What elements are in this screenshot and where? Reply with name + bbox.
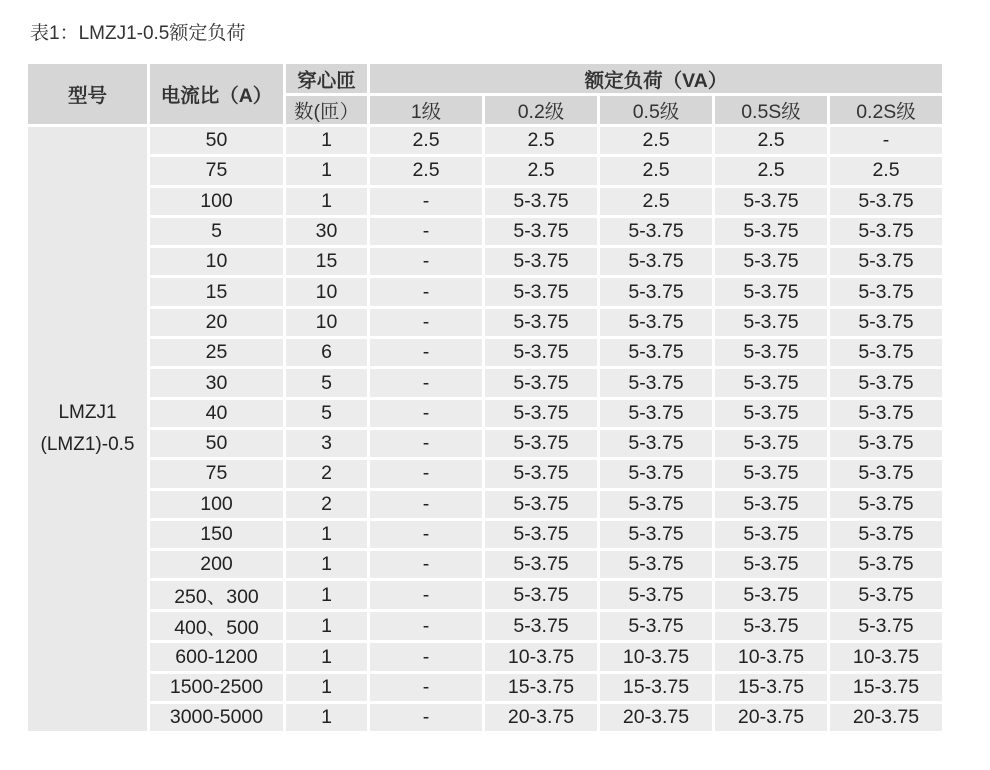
cell-class-0-2: 5-3.75 — [485, 218, 600, 248]
cell-class-0-2: 5-3.75 — [485, 491, 600, 521]
cell-class-0-5s: 5-3.75 — [715, 400, 830, 430]
cell-turns: 3 — [286, 430, 370, 460]
cell-turns: 1 — [286, 704, 370, 734]
cell-class-0-2s: 5-3.75 — [830, 430, 942, 460]
cell-current-ratio: 75 — [150, 460, 286, 490]
table-row — [28, 521, 942, 551]
cell-class-0-5s: 10-3.75 — [715, 643, 830, 673]
table-row — [28, 612, 942, 643]
cell-class-1: - — [370, 491, 485, 521]
cell-class-0-5: 5-3.75 — [600, 278, 715, 308]
cell-class-0-5s: 5-3.75 — [715, 551, 830, 581]
cell-class-0-2: 5-3.75 — [485, 581, 600, 612]
cell-class-1: 2.5 — [370, 157, 485, 187]
cell-current-ratio: 3000-5000 — [150, 704, 286, 734]
cell-class-0-2s: 5-3.75 — [830, 339, 942, 369]
table-body — [28, 127, 942, 734]
cell-class-0-5: 5-3.75 — [600, 430, 715, 460]
cell-class-0-5s: 5-3.75 — [715, 218, 830, 248]
cell-class-0-2s: 5-3.75 — [830, 551, 942, 581]
cell-class-0-2s: 10-3.75 — [830, 643, 942, 673]
cell-class-1: - — [370, 188, 485, 218]
cell-current-ratio: 50 — [150, 127, 286, 157]
table-title: 表1：LMZJ1-0.5额定负荷 — [30, 23, 246, 44]
cell-class-0-2: 10-3.75 — [485, 643, 600, 673]
cell-class-0-2s: 20-3.75 — [830, 704, 942, 734]
table-row — [28, 704, 942, 734]
cell-class-0-5: 5-3.75 — [600, 521, 715, 551]
model-line1: LMZJ1 — [58, 402, 117, 424]
cell-class-0-5: 5-3.75 — [600, 551, 715, 581]
cell-class-0-2: 5-3.75 — [485, 460, 600, 490]
cell-turns: 5 — [286, 369, 370, 399]
cell-turns: 1 — [286, 188, 370, 218]
table-row — [28, 339, 942, 369]
cell-current-ratio: 150 — [150, 521, 286, 551]
cell-current-ratio: 75 — [150, 157, 286, 187]
cell-class-0-2s: 5-3.75 — [830, 612, 942, 643]
cell-class-0-2: 5-3.75 — [485, 248, 600, 278]
cell-class-0-2s: 5-3.75 — [830, 369, 942, 399]
cell-class-0-5s: 5-3.75 — [715, 460, 830, 490]
cell-class-0-2: 5-3.75 — [485, 369, 600, 399]
cell-class-0-5s: 15-3.75 — [715, 674, 830, 704]
cell-class-0-5s: 5-3.75 — [715, 491, 830, 521]
cell-class-1: - — [370, 339, 485, 369]
cell-class-0-2: 5-3.75 — [485, 430, 600, 460]
cell-class-0-2: 5-3.75 — [485, 612, 600, 643]
cell-class-0-5s: 5-3.75 — [715, 612, 830, 643]
table-row — [28, 248, 942, 278]
cell-current-ratio: 40 — [150, 400, 286, 430]
cell-class-0-2s: 5-3.75 — [830, 460, 942, 490]
cell-class-0-5s: 2.5 — [715, 157, 830, 187]
cell-class-0-2: 5-3.75 — [485, 188, 600, 218]
cell-class-0-5: 5-3.75 — [600, 581, 715, 612]
cell-current-ratio: 30 — [150, 369, 286, 399]
cell-class-0-5s: 5-3.75 — [715, 248, 830, 278]
cell-class-1: - — [370, 704, 485, 734]
cell-current-ratio: 250、300 — [150, 581, 286, 612]
cell-class-0-5: 15-3.75 — [600, 674, 715, 704]
cell-turns: 1 — [286, 157, 370, 187]
cell-class-0-5s: 5-3.75 — [715, 369, 830, 399]
table-row — [28, 278, 942, 308]
cell-current-ratio: 400、500 — [150, 612, 286, 643]
cell-class-0-2s: - — [830, 127, 942, 157]
cell-class-1: - — [370, 248, 485, 278]
table-row — [28, 218, 942, 248]
header-model: 型号 — [28, 64, 150, 127]
cell-class-1: - — [370, 643, 485, 673]
cell-class-0-2: 2.5 — [485, 157, 600, 187]
cell-class-0-5s: 5-3.75 — [715, 339, 830, 369]
cell-class-0-2: 5-3.75 — [485, 521, 600, 551]
cell-class-0-5s: 2.5 — [715, 127, 830, 157]
table-row — [28, 491, 942, 521]
table-row — [28, 460, 942, 490]
cell-class-1: - — [370, 612, 485, 643]
cell-class-0-2: 20-3.75 — [485, 704, 600, 734]
cell-current-ratio: 100 — [150, 188, 286, 218]
cell-turns: 10 — [286, 278, 370, 308]
cell-turns: 10 — [286, 309, 370, 339]
cell-class-0-2: 5-3.75 — [485, 339, 600, 369]
table-row — [28, 188, 942, 218]
cell-class-1: - — [370, 581, 485, 612]
cell-class-0-2: 5-3.75 — [485, 278, 600, 308]
header-class-0-5: 0.5级 — [600, 96, 715, 127]
cell-class-0-2s: 5-3.75 — [830, 218, 942, 248]
cell-current-ratio: 50 — [150, 430, 286, 460]
header-current-ratio: 电流比（A） — [150, 64, 286, 127]
cell-class-0-2s: 5-3.75 — [830, 491, 942, 521]
table-row — [28, 157, 942, 187]
header-class-0-5s: 0.5S级 — [715, 96, 830, 127]
cell-class-0-5: 5-3.75 — [600, 369, 715, 399]
cell-turns: 1 — [286, 612, 370, 643]
table-row — [28, 643, 942, 673]
cell-current-ratio: 25 — [150, 339, 286, 369]
cell-current-ratio: 200 — [150, 551, 286, 581]
cell-turns: 1 — [286, 551, 370, 581]
cell-class-0-5: 5-3.75 — [600, 491, 715, 521]
model-line2: (LMZ1)-0.5 — [40, 434, 135, 456]
cell-turns: 1 — [286, 674, 370, 704]
cell-class-1: - — [370, 460, 485, 490]
cell-class-1: - — [370, 430, 485, 460]
header-class-1: 1级 — [370, 96, 485, 127]
cell-class-0-2s: 5-3.75 — [830, 400, 942, 430]
cell-class-0-2s: 5-3.75 — [830, 188, 942, 218]
cell-turns: 1 — [286, 581, 370, 612]
cell-current-ratio: 600-1200 — [150, 643, 286, 673]
table-row — [28, 309, 942, 339]
cell-class-0-5: 5-3.75 — [600, 400, 715, 430]
cell-class-0-2s: 5-3.75 — [830, 581, 942, 612]
table-row — [28, 127, 942, 157]
cell-class-0-5: 2.5 — [600, 188, 715, 218]
cell-class-0-5s: 5-3.75 — [715, 188, 830, 218]
header-turns-line2: 数(匝） — [286, 96, 370, 127]
cell-class-0-2: 5-3.75 — [485, 551, 600, 581]
cell-class-0-5: 10-3.75 — [600, 643, 715, 673]
cell-turns: 2 — [286, 460, 370, 490]
cell-class-0-2s: 5-3.75 — [830, 521, 942, 551]
cell-current-ratio: 100 — [150, 491, 286, 521]
cell-class-0-2s: 5-3.75 — [830, 309, 942, 339]
cell-class-0-5s: 5-3.75 — [715, 581, 830, 612]
cell-turns: 2 — [286, 491, 370, 521]
cell-class-0-2: 2.5 — [485, 127, 600, 157]
cell-current-ratio: 5 — [150, 218, 286, 248]
cell-class-1: - — [370, 278, 485, 308]
cell-class-0-5: 2.5 — [600, 127, 715, 157]
cell-class-1: - — [370, 551, 485, 581]
cell-class-1: - — [370, 674, 485, 704]
cell-class-0-5s: 5-3.75 — [715, 278, 830, 308]
cell-turns: 30 — [286, 218, 370, 248]
cell-class-0-2s: 5-3.75 — [830, 248, 942, 278]
table-row — [28, 400, 942, 430]
cell-class-0-2s: 2.5 — [830, 157, 942, 187]
cell-class-0-2s: 15-3.75 — [830, 674, 942, 704]
table-row — [28, 674, 942, 704]
table-row — [28, 369, 942, 399]
cell-class-0-5: 5-3.75 — [600, 339, 715, 369]
cell-turns: 5 — [286, 400, 370, 430]
cell-class-0-5: 5-3.75 — [600, 309, 715, 339]
cell-class-1: - — [370, 521, 485, 551]
cell-class-0-5: 2.5 — [600, 157, 715, 187]
cell-class-0-5s: 5-3.75 — [715, 521, 830, 551]
cell-class-0-5s: 5-3.75 — [715, 430, 830, 460]
cell-class-0-2: 5-3.75 — [485, 309, 600, 339]
cell-current-ratio: 10 — [150, 248, 286, 278]
cell-class-1: - — [370, 309, 485, 339]
cell-class-0-2: 5-3.75 — [485, 400, 600, 430]
cell-class-1: - — [370, 218, 485, 248]
cell-current-ratio: 20 — [150, 309, 286, 339]
header-rated-load: 额定负荷（VA） — [370, 64, 942, 96]
cell-turns: 15 — [286, 248, 370, 278]
cell-turns: 6 — [286, 339, 370, 369]
table-row — [28, 430, 942, 460]
cell-class-0-5: 5-3.75 — [600, 612, 715, 643]
cell-model — [28, 127, 150, 734]
rated-load-table — [28, 64, 942, 734]
cell-class-0-5: 5-3.75 — [600, 248, 715, 278]
cell-class-0-2: 15-3.75 — [485, 674, 600, 704]
table-row — [28, 551, 942, 581]
cell-class-0-5: 20-3.75 — [600, 704, 715, 734]
cell-class-0-2s: 5-3.75 — [830, 278, 942, 308]
cell-class-1: - — [370, 369, 485, 399]
cell-class-0-5s: 20-3.75 — [715, 704, 830, 734]
header-class-0-2: 0.2级 — [485, 96, 600, 127]
cell-class-1: - — [370, 400, 485, 430]
cell-turns: 1 — [286, 643, 370, 673]
cell-class-0-5: 5-3.75 — [600, 460, 715, 490]
header-class-0-2s: 0.2S级 — [830, 96, 942, 127]
cell-current-ratio: 15 — [150, 278, 286, 308]
cell-current-ratio: 1500-2500 — [150, 674, 286, 704]
header-turns-line1: 穿心匝 — [286, 64, 370, 96]
cell-class-1: 2.5 — [370, 127, 485, 157]
cell-turns: 1 — [286, 521, 370, 551]
cell-class-0-5: 5-3.75 — [600, 218, 715, 248]
cell-class-0-5s: 5-3.75 — [715, 309, 830, 339]
cell-turns: 1 — [286, 127, 370, 157]
table-row — [28, 581, 942, 612]
header-row — [28, 64, 942, 96]
